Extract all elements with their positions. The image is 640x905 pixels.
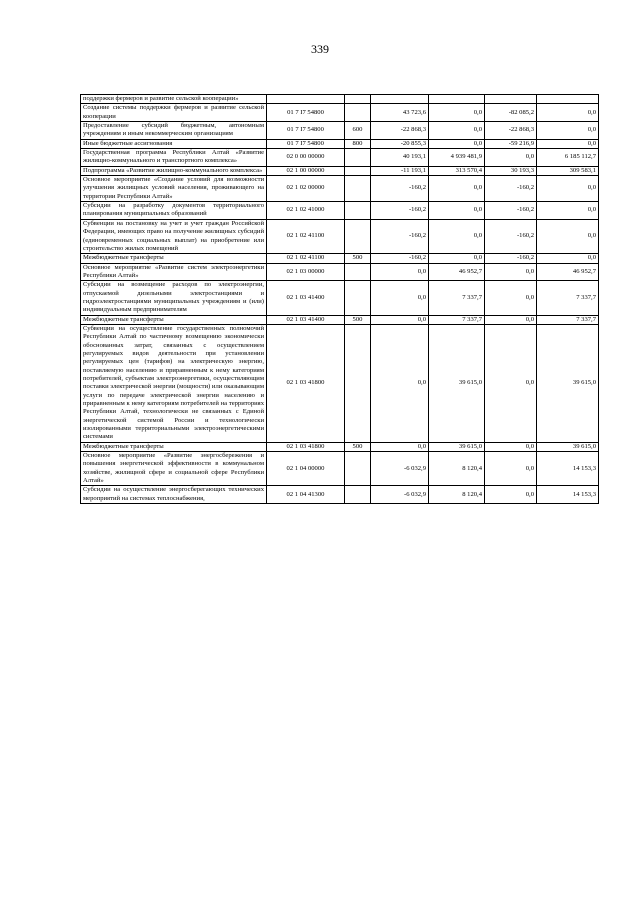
target-code-cell: 02 1 02 41100 xyxy=(267,219,345,253)
expense-type-cell: 800 xyxy=(345,139,371,148)
amount-cell-2: 0,0 xyxy=(429,139,485,148)
amount-cell-3: 0,0 xyxy=(485,452,537,486)
amount-cell-2: 8 120,4 xyxy=(429,486,485,504)
expense-type-cell xyxy=(345,176,371,202)
amount-cell-4: 0,0 xyxy=(537,104,599,122)
amount-cell-1 xyxy=(371,95,429,104)
budget-table xyxy=(80,94,599,504)
table-row xyxy=(81,263,599,281)
item-name-cell: Подпрограмма «Развитие жилищно-коммунального комплекса» xyxy=(81,166,267,175)
target-code-cell: 02 1 02 00000 xyxy=(267,176,345,202)
amount-cell-3: 0,0 xyxy=(485,263,537,281)
item-name-cell: Субсидии на осуществление энергосберегающих технических мероприятий на системах теплоснабжения, xyxy=(81,486,267,504)
table-row xyxy=(81,122,599,140)
amount-cell-1: -160,2 xyxy=(371,202,429,220)
amount-cell-2: 7 337,7 xyxy=(429,281,485,315)
amount-cell-4: 309 583,1 xyxy=(537,166,599,175)
amount-cell-2: 0,0 xyxy=(429,104,485,122)
amount-cell-3: 30 193,3 xyxy=(485,166,537,175)
amount-cell-4: 7 337,7 xyxy=(537,281,599,315)
amount-cell-4: 14 153,3 xyxy=(537,486,599,504)
expense-type-cell: 500 xyxy=(345,254,371,263)
amount-cell-3: -22 868,3 xyxy=(485,122,537,140)
item-name-cell: Межбюджетные трансферты xyxy=(81,442,267,451)
amount-cell-1: -20 855,3 xyxy=(371,139,429,148)
target-code-cell: 02 1 03 41400 xyxy=(267,281,345,315)
expense-type-cell xyxy=(345,486,371,504)
amount-cell-3: 0,0 xyxy=(485,149,537,167)
expense-type-cell xyxy=(345,263,371,281)
amount-cell-2: 7 337,7 xyxy=(429,315,485,324)
amount-cell-2: 0,0 xyxy=(429,122,485,140)
item-name-cell: Предоставление субсидий бюджетным, автономным учреждениям и иным некоммерческим организациям xyxy=(81,122,267,140)
item-name-cell: Основное мероприятие «Создание условий для возможности улучшения жилищных условий населения, проживающего на территории Республики Алтай» xyxy=(81,176,267,202)
table-row xyxy=(81,219,599,253)
amount-cell-3: -59 216,9 xyxy=(485,139,537,148)
expense-type-cell: 600 xyxy=(345,122,371,140)
table-row xyxy=(81,442,599,451)
table-row xyxy=(81,486,599,504)
table-row xyxy=(81,452,599,486)
expense-type-cell: 500 xyxy=(345,315,371,324)
item-name-cell: Субсидии на разработку документов территориального планирования муниципальных образований xyxy=(81,202,267,220)
amount-cell-3: -160,2 xyxy=(485,219,537,253)
table-row xyxy=(81,104,599,122)
amount-cell-3: 0,0 xyxy=(485,281,537,315)
amount-cell-2: 39 615,0 xyxy=(429,324,485,442)
target-code-cell: 02 1 03 00000 xyxy=(267,263,345,281)
amount-cell-2: 0,0 xyxy=(429,219,485,253)
amount-cell-3 xyxy=(485,95,537,104)
amount-cell-2: 0,0 xyxy=(429,254,485,263)
amount-cell-2: 39 615,0 xyxy=(429,442,485,451)
target-code-cell: 02 1 02 41000 xyxy=(267,202,345,220)
item-name-cell: поддержки фермеров и развитие сельской кооперации» xyxy=(81,95,267,104)
amount-cell-1: -6 032,9 xyxy=(371,452,429,486)
item-name-cell: Субсидии на возмещение расходов по электроэнергии, отпускаемой дизельными электростанциями и гидроэлектростанциями муниципальных учреждениям и (или) индивидуальным предпринимателям xyxy=(81,281,267,315)
table-row xyxy=(81,281,599,315)
amount-cell-1: 0,0 xyxy=(371,281,429,315)
amount-cell-2: 313 570,4 xyxy=(429,166,485,175)
amount-cell-4: 0,0 xyxy=(537,219,599,253)
table-row xyxy=(81,139,599,148)
amount-cell-4: 0,0 xyxy=(537,254,599,263)
amount-cell-3: -160,2 xyxy=(485,176,537,202)
amount-cell-2 xyxy=(429,95,485,104)
amount-cell-4: 14 153,3 xyxy=(537,452,599,486)
amount-cell-1: 43 723,6 xyxy=(371,104,429,122)
amount-cell-2: 0,0 xyxy=(429,176,485,202)
amount-cell-1: 40 193,1 xyxy=(371,149,429,167)
amount-cell-1: 0,0 xyxy=(371,324,429,442)
target-code-cell: 02 1 04 00000 xyxy=(267,452,345,486)
item-name-cell: Иные бюджетные ассигнования xyxy=(81,139,267,148)
target-code-cell: 02 1 00 00000 xyxy=(267,166,345,175)
amount-cell-4: 39 615,0 xyxy=(537,324,599,442)
amount-cell-1: 0,0 xyxy=(371,315,429,324)
amount-cell-4: 0,0 xyxy=(537,122,599,140)
item-name-cell: Межбюджетные трансферты xyxy=(81,315,267,324)
amount-cell-3: 0,0 xyxy=(485,486,537,504)
amount-cell-3: -82 085,2 xyxy=(485,104,537,122)
expense-type-cell xyxy=(345,219,371,253)
item-name-cell: Субвенции на осуществление государственных полномочий Республики Алтай по частичному возмещению экономически обоснованных затрат, связанных с осуществлением регулируемых видов деятельности при установлении регулируемых цен (тарифов) на электрическую энергию, поставляемую населению и приравненным к нему категориям потребителей, субъектам электроэнергетики, осуществляющим поставки электрической энергии (мощности) или оказывающим услуги по передаче электрической энергии населению и приравненным к нему категориям потребителей на территориях Республики Алтай, технологически не связанных с Единой энергетической системой России и технологически изолированными территориальными электроэнергетическими системами xyxy=(81,324,267,442)
amount-cell-1: -160,2 xyxy=(371,254,429,263)
amount-cell-3: 0,0 xyxy=(485,442,537,451)
amount-cell-4: 7 337,7 xyxy=(537,315,599,324)
target-code-cell: 01 7 I7 54800 xyxy=(267,139,345,148)
amount-cell-3: 0,0 xyxy=(485,324,537,442)
amount-cell-2: 8 120,4 xyxy=(429,452,485,486)
amount-cell-4: 0,0 xyxy=(537,139,599,148)
target-code-cell: 02 0 00 00000 xyxy=(267,149,345,167)
expense-type-cell xyxy=(345,166,371,175)
amount-cell-1: -22 868,3 xyxy=(371,122,429,140)
item-name-cell: Основное мероприятие «Развитие систем электроэнергетики Республики Алтай» xyxy=(81,263,267,281)
amount-cell-4: 39 615,0 xyxy=(537,442,599,451)
amount-cell-1: -6 032,9 xyxy=(371,486,429,504)
page-number: 339 xyxy=(311,42,329,56)
table-row xyxy=(81,315,599,324)
amount-cell-4: 0,0 xyxy=(537,202,599,220)
target-code-cell: 01 7 I7 54800 xyxy=(267,122,345,140)
amount-cell-2: 4 939 481,9 xyxy=(429,149,485,167)
expense-type-cell xyxy=(345,95,371,104)
amount-cell-2: 46 952,7 xyxy=(429,263,485,281)
target-code-cell: 02 1 03 41400 xyxy=(267,315,345,324)
expense-type-cell xyxy=(345,324,371,442)
amount-cell-1: -11 193,1 xyxy=(371,166,429,175)
table-row xyxy=(81,202,599,220)
amount-cell-3: 0,0 xyxy=(485,315,537,324)
table-row xyxy=(81,149,599,167)
table-row xyxy=(81,166,599,175)
budget-table-body xyxy=(81,95,599,504)
item-name-cell: Основное мероприятие «Развитие энергосбережения и повышения энергетической эффективности в коммунальном хозяйстве, жилищной сфере и социальной сфере Республики Алтай» xyxy=(81,452,267,486)
amount-cell-4 xyxy=(537,95,599,104)
table-row xyxy=(81,254,599,263)
target-code-cell: 02 1 04 41300 xyxy=(267,486,345,504)
item-name-cell: Межбюджетные трансферты xyxy=(81,254,267,263)
target-code-cell: 02 1 03 41800 xyxy=(267,324,345,442)
table-row xyxy=(81,324,599,442)
item-name-cell: Субвенции на постановку на учет и учет граждан Российской Федерации, имеющих право на получение жилищных субсидий (единовременных социальных выплат) на приобретение или строительство жилых помещений xyxy=(81,219,267,253)
amount-cell-1: -160,2 xyxy=(371,219,429,253)
expense-type-cell xyxy=(345,452,371,486)
amount-cell-1: 0,0 xyxy=(371,263,429,281)
amount-cell-4: 46 952,7 xyxy=(537,263,599,281)
amount-cell-4: 6 185 112,7 xyxy=(537,149,599,167)
amount-cell-3: -160,2 xyxy=(485,254,537,263)
expense-type-cell xyxy=(345,281,371,315)
expense-type-cell: 500 xyxy=(345,442,371,451)
amount-cell-3: -160,2 xyxy=(485,202,537,220)
item-name-cell: Создание системы поддержки фермеров и развитие сельской кооперации xyxy=(81,104,267,122)
expense-type-cell xyxy=(345,149,371,167)
amount-cell-4: 0,0 xyxy=(537,176,599,202)
target-code-cell: 01 7 I7 54800 xyxy=(267,104,345,122)
amount-cell-1: -160,2 xyxy=(371,176,429,202)
table-row xyxy=(81,176,599,202)
amount-cell-1: 0,0 xyxy=(371,442,429,451)
expense-type-cell xyxy=(345,202,371,220)
target-code-cell xyxy=(267,95,345,104)
amount-cell-2: 0,0 xyxy=(429,202,485,220)
target-code-cell: 02 1 03 41800 xyxy=(267,442,345,451)
table-row xyxy=(81,95,599,104)
target-code-cell: 02 1 02 41100 xyxy=(267,254,345,263)
item-name-cell: Государственная программа Республики Алтай «Развитие жилищно-коммунального и транспортного комплекса» xyxy=(81,149,267,167)
expense-type-cell xyxy=(345,104,371,122)
